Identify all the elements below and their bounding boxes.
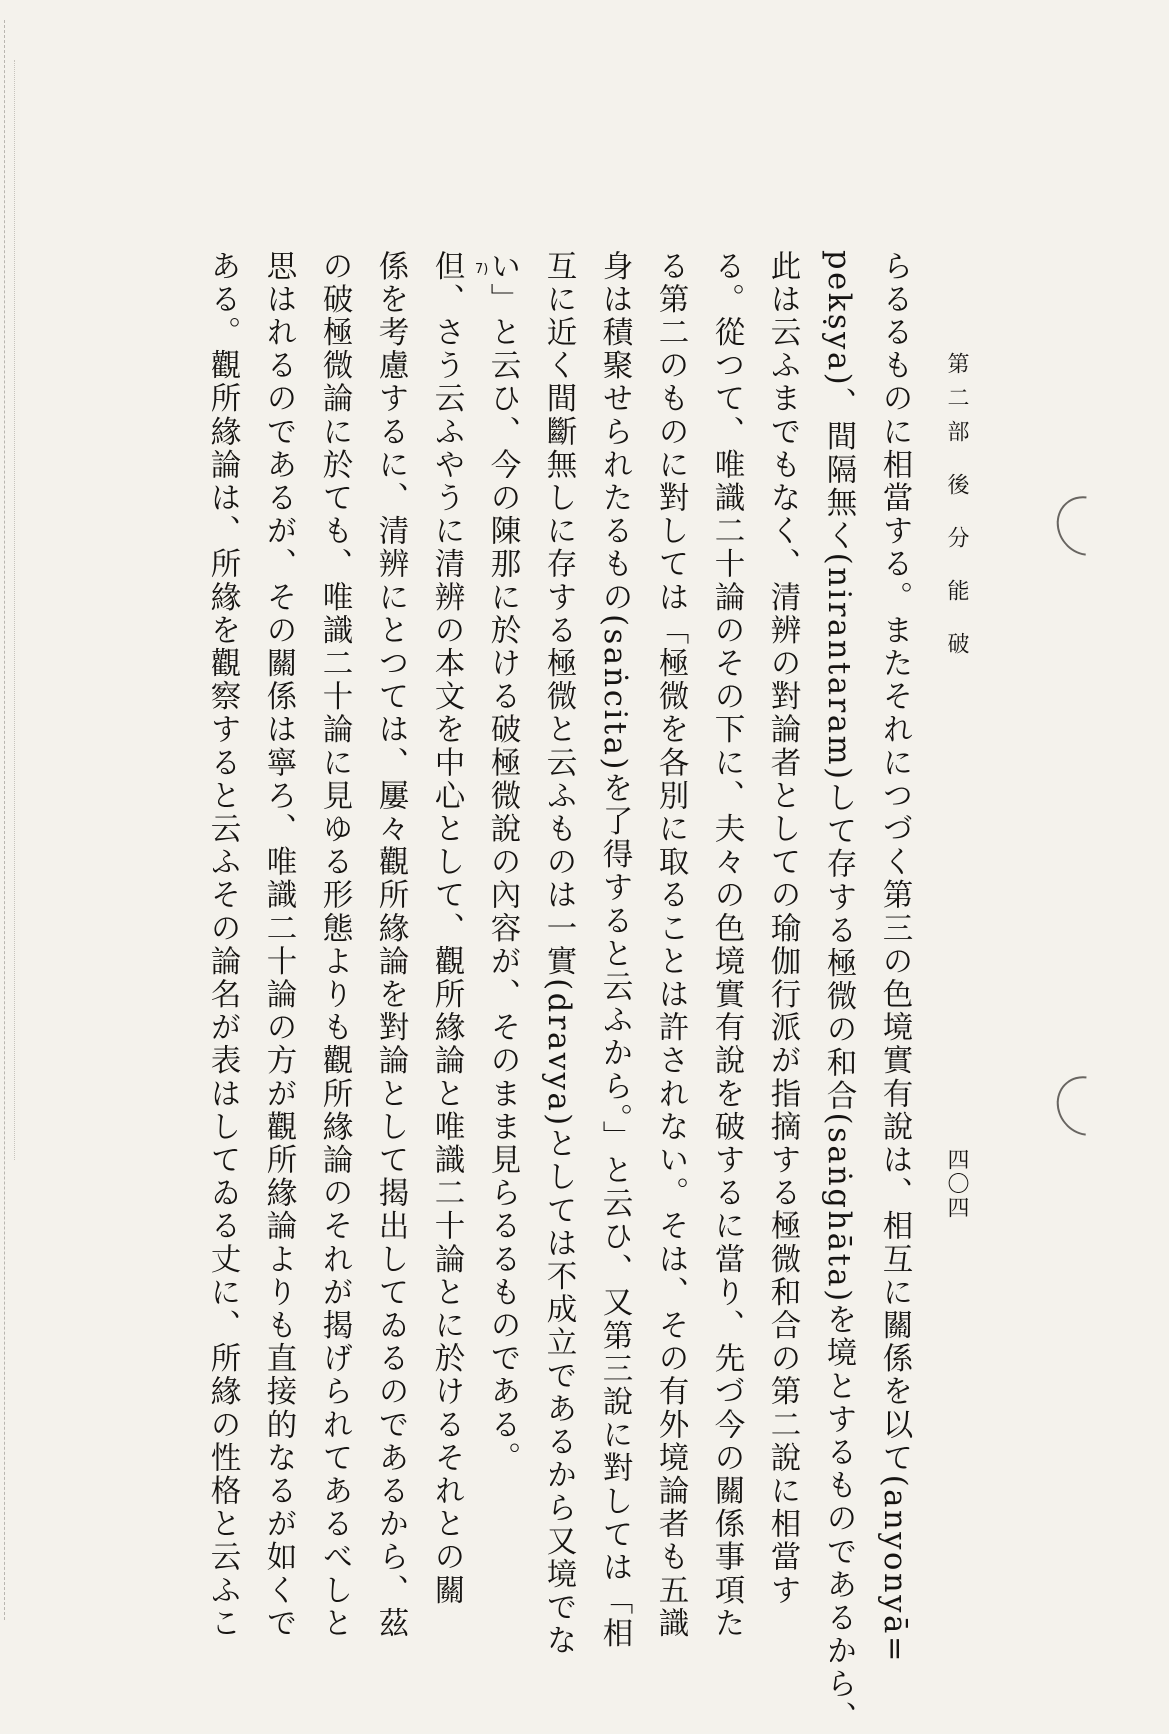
footnote-marker: 7) <box>475 262 489 277</box>
body-text <box>194 250 922 1734</box>
text-line: ある。觀所緣論は、所緣を觀察すると云ふその論名が表はしてゐる丈に、所緣の性格と云ふこ <box>205 250 240 1641</box>
text-line: 係を考慮するに、清辨にとつては、屢々觀所緣論を對論として揭出してゐるのであるから、茲 <box>373 250 408 1641</box>
punch-hole-lower <box>1045 1064 1128 1147</box>
text-line: い」と云ひ、今の陳那に於ける破極微說の內容が、そのまま見らるるものである。 <box>485 250 520 1475</box>
text-line: らるるものに相當する。またそれにつづく第三の色境實有說は、相互に關係を以て(anyonyā= <box>877 250 912 1665</box>
binding-edge-shadow <box>14 60 16 1160</box>
binding-edge <box>4 20 13 1620</box>
text-line: の破極微論に於ても、唯識二十論に見ゆる形態よりも觀所緣論のそれが揭げられてあるべしと <box>317 250 352 1641</box>
text-line: る。從つて、唯識二十論のその下に、夫々の色境實有說を破するに當り、先づ今の關係事項た <box>709 250 744 1641</box>
text-line: 此は云ふまでもなく、清辨の對論者としての瑜伽行派が指摘する極微和合の第二說に相當す <box>765 250 800 1608</box>
page-number: 四〇四 <box>944 1148 969 1220</box>
text-line: 身は積聚せられたるもの(saṅcita)を了得すると云ふから。」と云ひ、又第三說に對しては「相 <box>597 250 632 1651</box>
running-head: 第二部 後 分 能 破 <box>944 352 969 666</box>
text-line: 但、さう云ふやうに清辨の本文を中心として、觀所緣論と唯識二十論とに於けるそれとの關 <box>429 250 464 1608</box>
text-line: る第二のものに對しては「極微を各別に取ることは許されない。そは、その有外境論者も五識 <box>653 250 688 1641</box>
text-line: pekṣya)、間隔無く(nirantaram)して存する極微の和合(saṅghāta)を境とするものであるから、 <box>821 250 856 1734</box>
punch-hole-upper <box>1045 484 1128 567</box>
text-line: 互に近く間斷無しに存する極微と云ふものは一實(dravya)としては不成立であるから又境でな <box>541 250 576 1658</box>
text-line: 思はれるのであるが、その關係は寧ろ、唯識二十論の方が觀所緣論よりも直接的なるが如くで <box>261 250 296 1641</box>
